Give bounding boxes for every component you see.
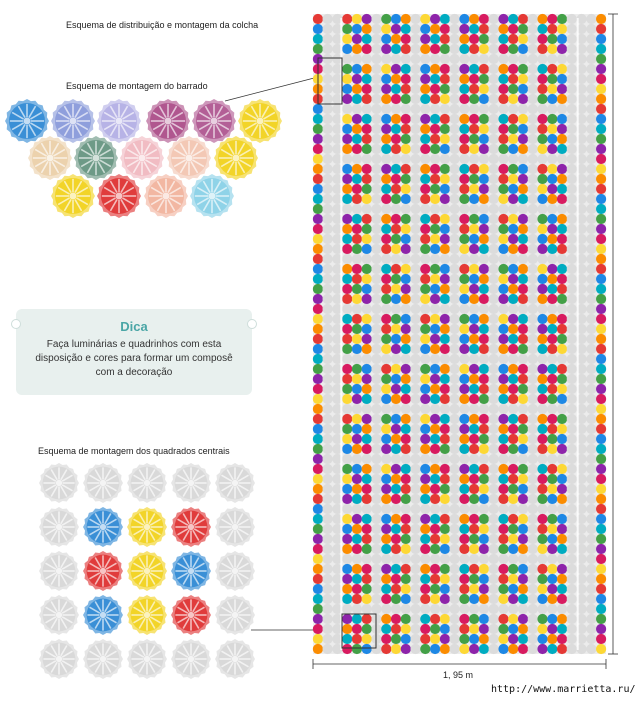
- tip-text: Faça luminárias e quadrinhos com esta disposição e cores para formar um composê com a decoração: [35, 339, 233, 378]
- center-square-flower: [171, 551, 211, 591]
- center-square-flower: [171, 639, 211, 679]
- center-square-flower: [215, 639, 255, 679]
- border-flower: [238, 99, 282, 143]
- center-square-flower: [39, 507, 79, 547]
- center-square-flower: [127, 507, 167, 547]
- center-square-flower: [83, 463, 123, 503]
- border-flower: [144, 174, 188, 218]
- border-flower: [214, 136, 258, 180]
- source-credit: http://www.marrietta.ru/: [491, 684, 636, 695]
- center-square-flower: [83, 639, 123, 679]
- border-flower: [167, 136, 211, 180]
- center-square-flower: [127, 551, 167, 591]
- border-pointer-line: [225, 77, 318, 101]
- quilt-layout-title: Esquema de distribuição e montagem da colcha: [66, 20, 259, 30]
- center-squares-title: Esquema de montagem dos quadrados centrais: [38, 446, 230, 456]
- border-flower: [146, 99, 190, 143]
- center-square-flower: [39, 639, 79, 679]
- border-flower: [74, 136, 118, 180]
- border-flower: [51, 99, 95, 143]
- center-square-flower: [171, 463, 211, 503]
- center-square-flower: [83, 507, 123, 547]
- center-square-flower: [39, 595, 79, 635]
- center-square-flower: [83, 595, 123, 635]
- center-square-flower: [215, 507, 255, 547]
- center-square-flower: [215, 463, 255, 503]
- center-square-flower: [215, 595, 255, 635]
- border-flower: [28, 136, 72, 180]
- border-flower: [120, 136, 164, 180]
- center-square-flower: [215, 551, 255, 591]
- border-flower: [190, 174, 234, 218]
- border-flower: [5, 99, 49, 143]
- center-square-flower: [127, 595, 167, 635]
- border-flower: [97, 99, 141, 143]
- center-square-flower: [39, 551, 79, 591]
- center-square-flower: [39, 463, 79, 503]
- border-flower: [97, 174, 141, 218]
- center-square-flower: [171, 507, 211, 547]
- border-scheme-title: Esquema de montagem do barrado: [66, 81, 208, 91]
- center-square-flower: [127, 463, 167, 503]
- tip-title: Dica: [120, 319, 148, 334]
- center-square-flower: [171, 595, 211, 635]
- border-flower: [192, 99, 236, 143]
- center-square-flower: [83, 551, 123, 591]
- width-dimension-label: 1, 95 m: [443, 670, 474, 680]
- border-flower: [51, 174, 95, 218]
- center-square-flower: [127, 639, 167, 679]
